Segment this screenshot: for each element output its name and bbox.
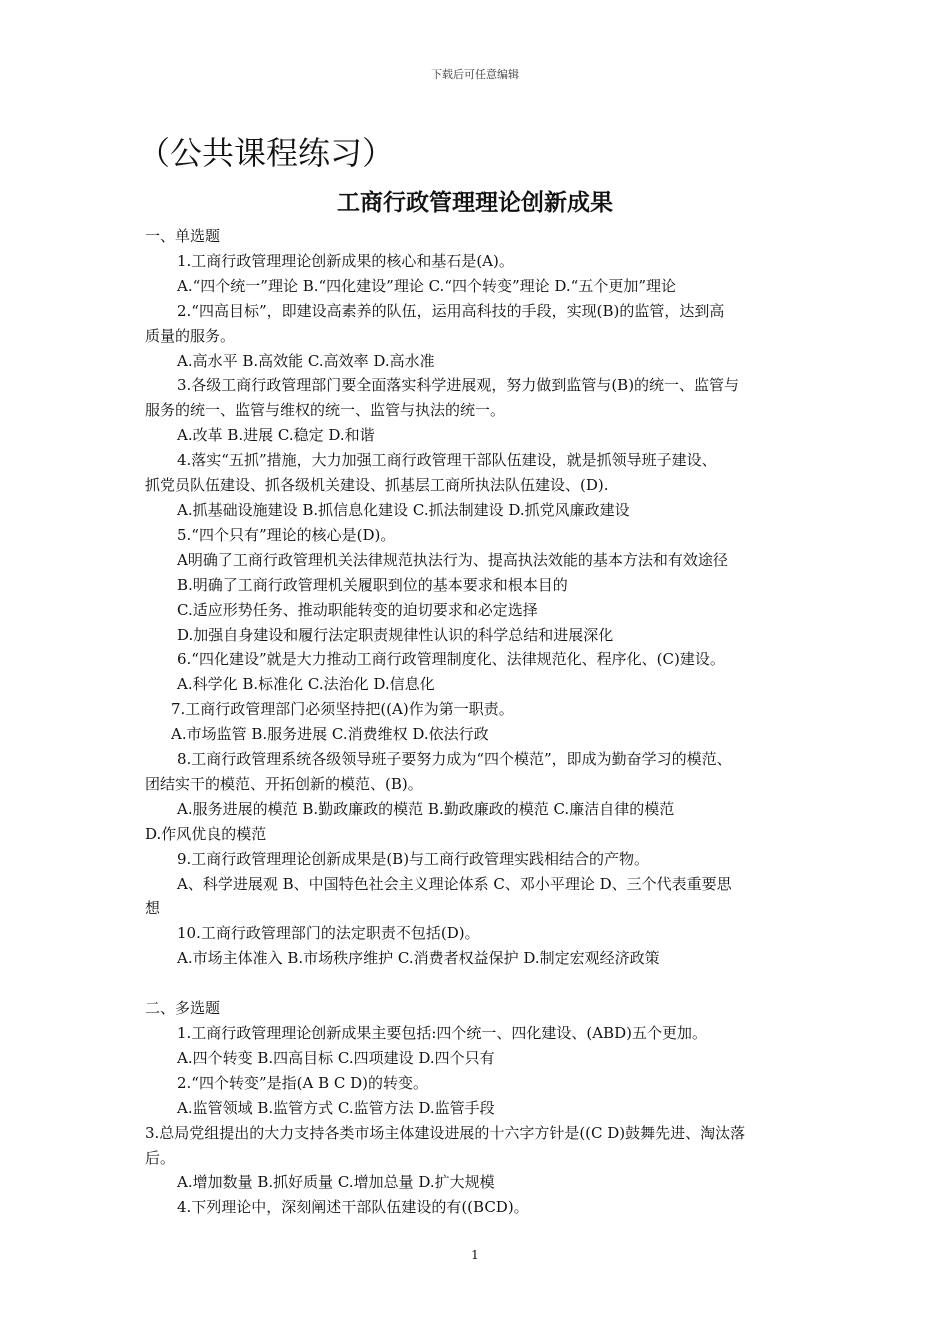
course-tag: （公共课程练习）: [138, 134, 395, 172]
text-line: D.作风优良的模范: [145, 824, 267, 843]
text-line: 9.工商行政管理理论创新成果是(B)与工商行政管理实践相结合的产物。: [177, 849, 650, 868]
text-line: A.科学化 B.标准化 C.法治化 D.信息化: [177, 675, 435, 694]
document-body: [145, 224, 815, 1220]
text-line: 3.各级工商行政管理部门要全面落实科学进展观，努力做到监管与(B)的统一、监管与: [177, 376, 740, 395]
page-number: 1: [471, 1248, 479, 1262]
text-line: A.四个转变 B.四高目标 C.四项建设 D.四个只有: [177, 1048, 495, 1067]
text-line: 服务的统一、监管与维权的统一、监管与执法的统一。: [145, 401, 506, 420]
text-line: 1.工商行政管理理论创新成果的核心和基石是(A)。: [177, 251, 514, 270]
text-line: 1.工商行政管理理论创新成果主要包括:四个统一、四化建设、(ABD)五个更加。: [177, 1023, 707, 1042]
text-line: A.服务进展的模范 B.勤政廉政的模范 B.勤政廉政的模范 C.廉洁自律的模范: [177, 799, 675, 818]
document-title: 工商行政管理理论创新成果: [337, 190, 613, 216]
text-line: 团结实干的模范、开拓创新的模范、(B)。: [145, 774, 423, 793]
text-line: A.“四个统一”理论 B.“四化建设”理论 C.“四个转变”理论 D.“五个更加”理论: [177, 276, 677, 295]
text-line: A.高水平 B.高效能 C.高效率 D.高水准: [177, 351, 435, 370]
text-line: 4.落实“五抓”措施，大力加强工商行政管理干部队伍建设，就是抓领导班子建设、: [177, 451, 717, 470]
text-line: 7.工商行政管理部门必须坚持把((A)作为第一职责。: [171, 700, 514, 719]
text-line: B.明确了工商行政管理机关履职到位的基本要求和根本目的: [177, 575, 568, 594]
text-line: A.增加数量 B.抓好质量 C.增加总量 D.扩大规模: [177, 1173, 495, 1192]
text-line: 2.“四个转变”是指(A B C D)的转变。: [177, 1073, 429, 1092]
text-line: 6.“四化建设”就是大力推动工商行政管理制度化、法律规范化、程序化、(C)建设。: [177, 650, 725, 669]
page-header: 下载后可任意编辑: [431, 68, 519, 81]
text-line: 二、多选题: [145, 999, 221, 1018]
text-line: A.市场监管 B.服务进展 C.消费维权 D.依法行政: [171, 725, 489, 744]
text-line: 8.工商行政管理系统各级领导班子要努力成为“四个模范”，即成为勤奋学习的模范、: [177, 750, 732, 769]
text-line: A明确了工商行政管理机关法律规范执法行为、提高执法效能的基本方法和有效途径: [177, 550, 728, 569]
text-line: C.适应形势任务、推动职能转变的迫切要求和必定选择: [177, 600, 538, 619]
blank-line: [145, 971, 815, 996]
text-line: 质量的服务。: [145, 326, 236, 345]
text-line: A.监管领域 B.监管方式 C.监管方法 D.监管手段: [177, 1098, 495, 1117]
text-line: 抓党员队伍建设、抓各级机关建设、抓基层工商所执法队伍建设、(D).: [145, 476, 609, 495]
text-line: 4.下列理论中，深刻阐述干部队伍建设的有((BCD)。: [177, 1198, 529, 1217]
text-line: 2.“四高目标”，即建设高素养的队伍，运用高科技的手段，实现(B)的监管，达到高: [177, 301, 725, 320]
text-line: 5.“四个只有”理论的核心是(D)。: [177, 525, 396, 544]
text-line: 10.工商行政管理部门的法定职责不包括(D)。: [177, 924, 480, 943]
text-line: A、科学进展观 B、中国特色社会主义理论体系 C、邓小平理论 D、三个代表重要思: [177, 874, 732, 893]
text-line: 一、单选题: [145, 227, 221, 245]
text-line: 想: [145, 899, 161, 918]
text-line: D.加强自身建设和履行法定职责规律性认识的科学总结和进展深化: [177, 625, 614, 644]
text-line: A.抓基础设施建设 B.抓信息化建设 C.抓法制建设 D.抓党风廉政建设: [177, 500, 630, 519]
text-line: A.改革 B.进展 C.稳定 D.和谐: [177, 426, 375, 445]
text-line: A.市场主体准入 B.市场秩序维护 C.消费者权益保护 D.制定宏观经济政策: [177, 949, 660, 968]
text-line: 后。: [145, 1148, 176, 1167]
text-line: 3.总局党组提出的大力支持各类市场主体建设进展的十六字方针是((C D)鼓舞先进、淘汰落: [145, 1123, 746, 1142]
